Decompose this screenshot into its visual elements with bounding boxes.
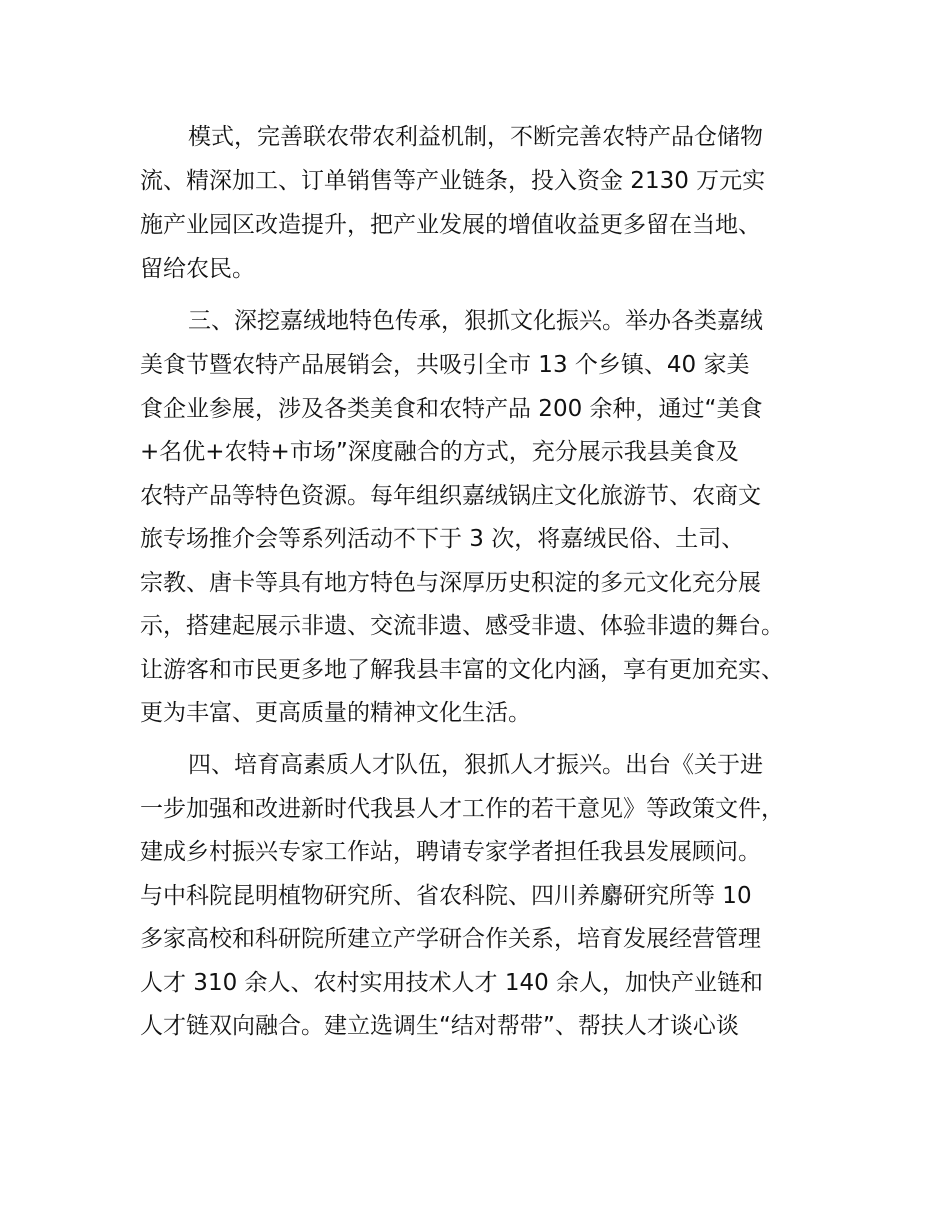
- text-line: 人才链双向融合。建立选调生“结对帮带”、帮扶人才谈心谈: [140, 1013, 739, 1039]
- text-line: 食企业参展，涉及各类美食和农特产品 200 余种，通过“美食: [140, 396, 763, 422]
- text-line: 与中科院昆明植物研究所、省农科院、四川养麝研究所等 10: [140, 883, 752, 909]
- text-line: 示，搭建起展示非遗、交流非遗、感受非遗、体验非遗的舞台。: [140, 613, 784, 639]
- text-line: 更为丰富、更高质量的精神文化生活。: [140, 700, 531, 726]
- text-line: 三、深挖嘉绒地特色传承，狠抓文化振兴。举办各类嘉绒: [188, 308, 763, 334]
- text-line: 让游客和市民更多地了解我县丰富的文化内涵，享有更加充实、: [140, 657, 784, 683]
- text-line: 美食节暨农特产品展销会，共吸引全市 13 个乡镇、40 家美: [140, 352, 750, 378]
- text-line: 一步加强和改进新时代我县人才工作的若干意见》等政策文件，: [140, 796, 784, 822]
- text-line: +名优+农特+市场”深度融合的方式，充分展示我县美食及: [140, 439, 739, 465]
- text-line: 模式，完善联农带农利益机制，不断完善农特产品仓储物: [188, 124, 763, 150]
- text-line: 流、精深加工、订单销售等产业链条，投入资金 2130 万元实: [140, 168, 766, 194]
- text-line: 建成乡村振兴专家工作站，聘请专家学者担任我县发展顾问。: [140, 839, 761, 865]
- text-line: 留给农民。: [140, 256, 255, 282]
- text-line: 农特产品等特色资源。每年组织嘉绒锅庄文化旅游节、农商文: [140, 483, 761, 509]
- text-line: 施产业园区改造提升，把产业发展的增值收益更多留在当地、: [140, 212, 761, 238]
- text-line: 四、培育高素质人才队伍，狠抓人才振兴。出台《关于进: [188, 752, 763, 778]
- text-line: 宗教、唐卡等具有地方特色与深厚历史积淀的多元文化充分展: [140, 570, 761, 596]
- text-line: 旅专场推介会等系列活动不下于 3 次，将嘉绒民俗、土司、: [140, 526, 745, 552]
- text-line: 多家高校和科研院所建立产学研合作关系，培育发展经营管理: [140, 926, 761, 952]
- text-line: 人才 310 余人、农村实用技术人才 140 余人，加快产业链和: [140, 970, 764, 996]
